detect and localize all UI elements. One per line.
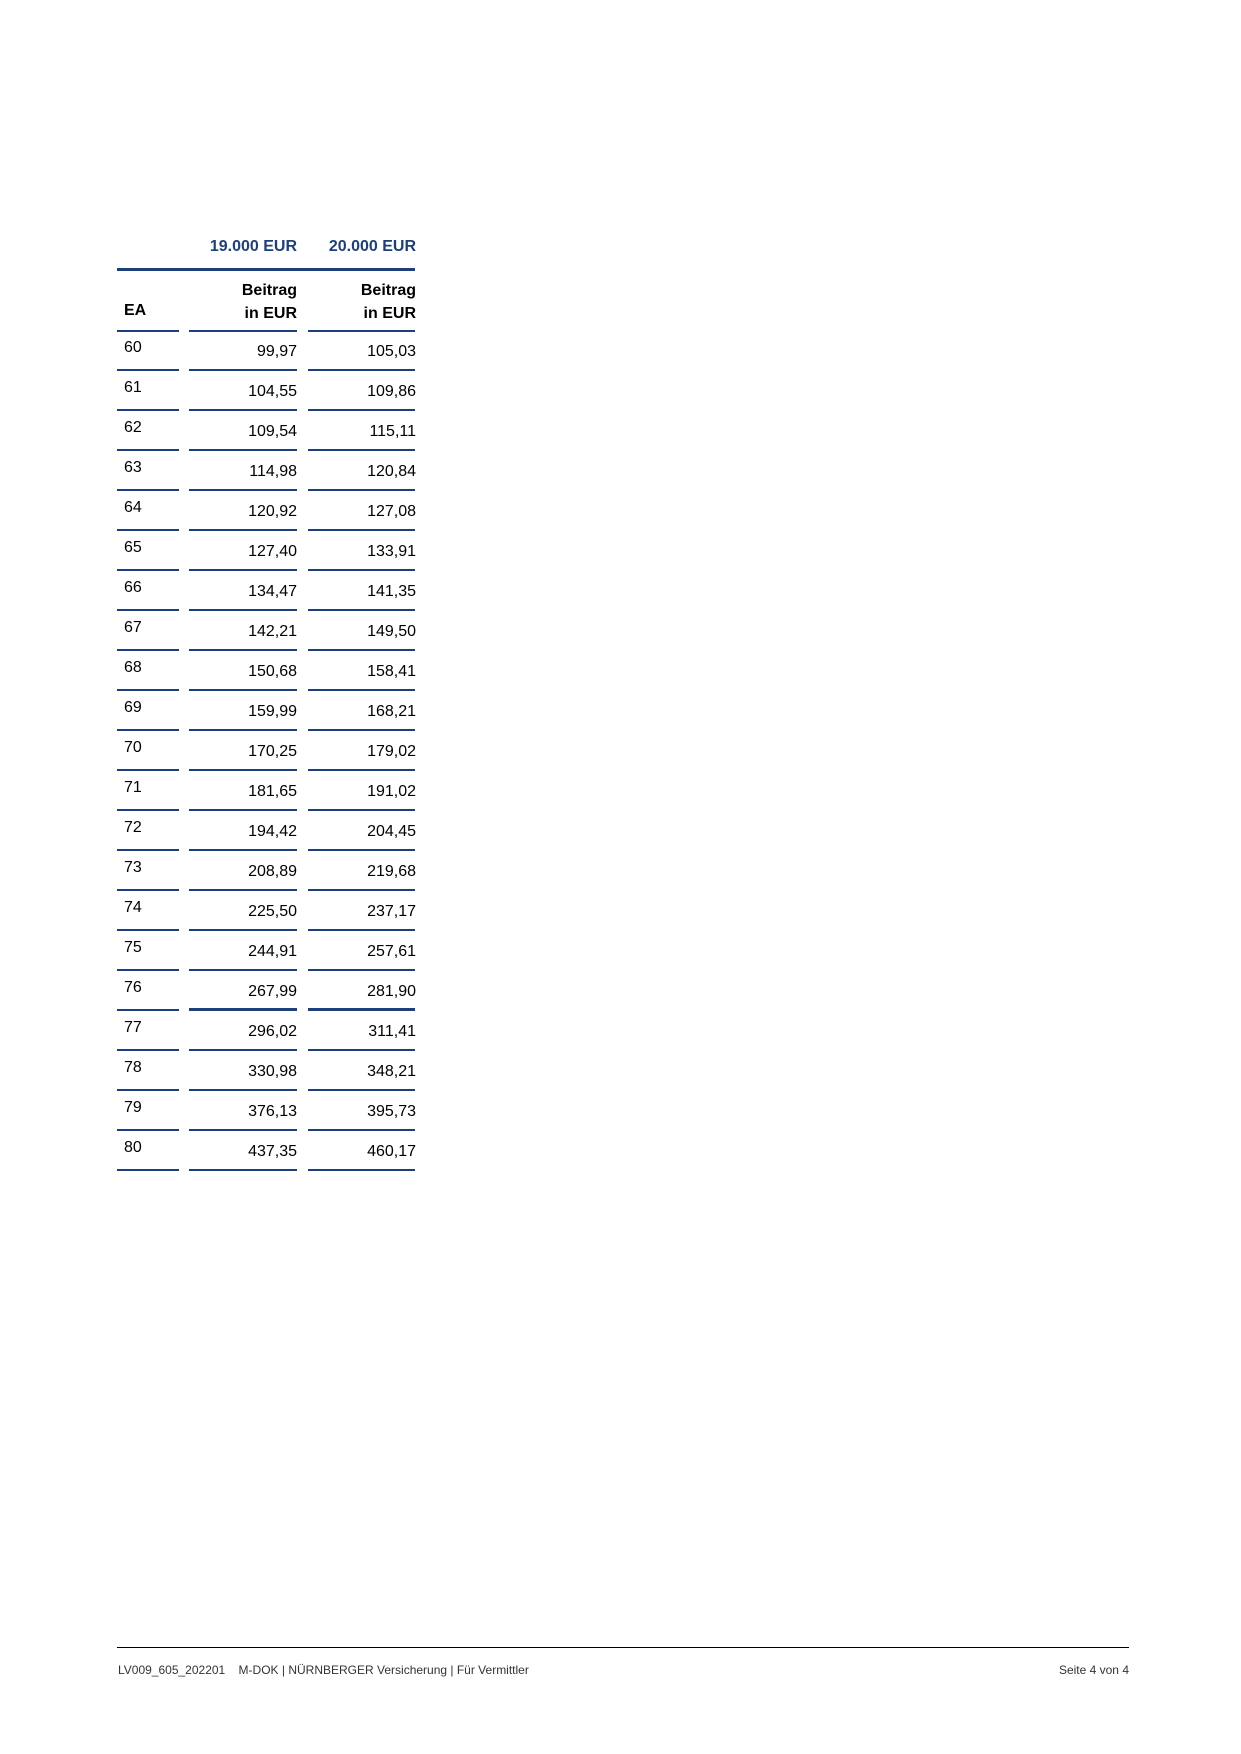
- entry-age-cell: 76: [124, 979, 142, 996]
- premium-cell-20000: 133,91: [367, 543, 416, 560]
- premium-cell-20000: 158,41: [367, 663, 416, 680]
- premium-cell-19000: 194,42: [248, 823, 297, 840]
- entry-age-cell: 74: [124, 899, 142, 916]
- table-row: [117, 411, 415, 451]
- table-row: [117, 371, 415, 411]
- table-row: [117, 1051, 415, 1091]
- premium-cell-20000: 179,02: [367, 743, 416, 760]
- premium-cell-20000: 127,08: [367, 503, 416, 520]
- entry-age-cell: 61: [124, 379, 142, 396]
- table-row: [117, 451, 415, 491]
- row-rule: [117, 1169, 179, 1171]
- table-row: [117, 611, 415, 651]
- entry-age-cell: 63: [124, 459, 142, 476]
- table-row: [117, 731, 415, 771]
- table-row: [117, 971, 415, 1011]
- premium-cell-19000: 99,97: [256, 343, 297, 360]
- entry-age-cell: 62: [124, 419, 142, 436]
- entry-age-cell: 67: [124, 619, 142, 636]
- column-header-row: [117, 271, 415, 331]
- footer-page-number: Seite 4 von 4: [1058, 1663, 1129, 1677]
- entry-age-cell: 80: [124, 1139, 142, 1156]
- entry-age-cell: 72: [124, 819, 142, 836]
- table-row: [117, 1011, 415, 1051]
- table-row: [117, 1091, 415, 1131]
- table-row: [117, 531, 415, 571]
- premium-cell-19000: 267,99: [248, 983, 297, 1000]
- premium-cell-20000: 311,41: [368, 1023, 416, 1040]
- premium-cell-20000: 191,02: [367, 783, 416, 800]
- table-row: [117, 851, 415, 891]
- table-row: [117, 931, 415, 971]
- entry-age-cell: 69: [124, 699, 142, 716]
- entry-age-cell: 79: [124, 1099, 142, 1116]
- premium-cell-20000: 204,45: [367, 823, 416, 840]
- entry-age-cell: 73: [124, 859, 142, 876]
- footer-document-info: LV009_605_202201 M-DOK | NÜRNBERGER Versicherung | Für Vermittler: [118, 1663, 529, 1677]
- premium-cell-19000: 437,35: [248, 1143, 297, 1160]
- premium-cell-20000: 257,61: [367, 943, 416, 960]
- premium-cell-19000: 104,55: [248, 383, 297, 400]
- premium-cell-19000: 127,40: [248, 543, 297, 560]
- premium-cell-19000: 114,98: [249, 463, 297, 480]
- table-body: [117, 331, 415, 1171]
- table-row: [117, 571, 415, 611]
- premium-cell-19000: 109,54: [248, 423, 297, 440]
- entry-age-cell: 75: [124, 939, 142, 956]
- premium-table: [117, 232, 415, 1171]
- premium-cell-19000: 330,98: [248, 1063, 297, 1080]
- entry-age-cell: 64: [124, 499, 142, 516]
- table-row: [117, 891, 415, 931]
- premium-cell-19000: 159,99: [248, 703, 297, 720]
- amount-header-row: [117, 232, 415, 268]
- amount-header-19000: 19.000 EUR: [209, 238, 297, 255]
- premium-cell-20000: 105,03: [367, 343, 416, 360]
- premium-column-header-2: [306, 279, 416, 325]
- premium-cell-20000: 120,84: [367, 463, 416, 480]
- table-row: [117, 811, 415, 851]
- premium-cell-20000: 348,21: [367, 1063, 416, 1080]
- premium-cell-19000: 120,92: [248, 503, 297, 520]
- entry-age-cell: 65: [124, 539, 142, 556]
- entry-age-cell: 78: [124, 1059, 142, 1076]
- premium-header-line2: in EUR: [244, 305, 297, 322]
- premium-header-line1: Beitrag: [360, 282, 416, 299]
- entry-age-cell: 66: [124, 579, 142, 596]
- premium-cell-20000: 395,73: [367, 1103, 416, 1120]
- premium-header-line2: in EUR: [363, 305, 416, 322]
- premium-cell-19000: 134,47: [248, 583, 297, 600]
- entry-age-cell: 60: [124, 339, 142, 356]
- premium-cell-19000: 225,50: [248, 903, 297, 920]
- table-row: [117, 1131, 415, 1171]
- amount-header-20000: 20.000 EUR: [328, 238, 416, 255]
- premium-cell-20000: 149,50: [367, 623, 416, 640]
- table-row: [117, 691, 415, 731]
- row-rule: [189, 1169, 297, 1171]
- entry-age-cell: 77: [124, 1019, 142, 1036]
- premium-cell-19000: 208,89: [248, 863, 297, 880]
- table-row: [117, 331, 415, 371]
- entry-age-cell: 71: [124, 779, 142, 796]
- premium-cell-19000: 376,13: [248, 1103, 297, 1120]
- premium-cell-20000: 168,21: [367, 703, 416, 720]
- premium-cell-19000: 142,21: [248, 623, 297, 640]
- table-row: [117, 491, 415, 531]
- table-row: [117, 651, 415, 691]
- table-row: [117, 771, 415, 811]
- premium-cell-20000: 281,90: [367, 983, 416, 1000]
- premium-cell-20000: 115,11: [369, 423, 416, 440]
- row-rule: [308, 1169, 415, 1171]
- premium-column-header-1: [187, 279, 297, 325]
- premium-cell-20000: 237,17: [367, 903, 416, 920]
- premium-cell-19000: 170,25: [248, 743, 297, 760]
- premium-cell-20000: 219,68: [367, 863, 416, 880]
- premium-cell-20000: 141,35: [367, 583, 416, 600]
- premium-cell-19000: 150,68: [248, 663, 297, 680]
- footer-rule: [117, 1647, 1129, 1648]
- premium-cell-19000: 244,91: [248, 943, 297, 960]
- premium-header-line1: Beitrag: [241, 282, 297, 299]
- entry-age-cell: 70: [124, 739, 142, 756]
- premium-cell-19000: 296,02: [248, 1023, 297, 1040]
- premium-cell-20000: 109,86: [367, 383, 416, 400]
- premium-cell-20000: 460,17: [367, 1143, 416, 1160]
- premium-cell-19000: 181,65: [248, 783, 297, 800]
- entry-age-cell: 68: [124, 659, 142, 676]
- age-column-header: EA: [124, 302, 147, 319]
